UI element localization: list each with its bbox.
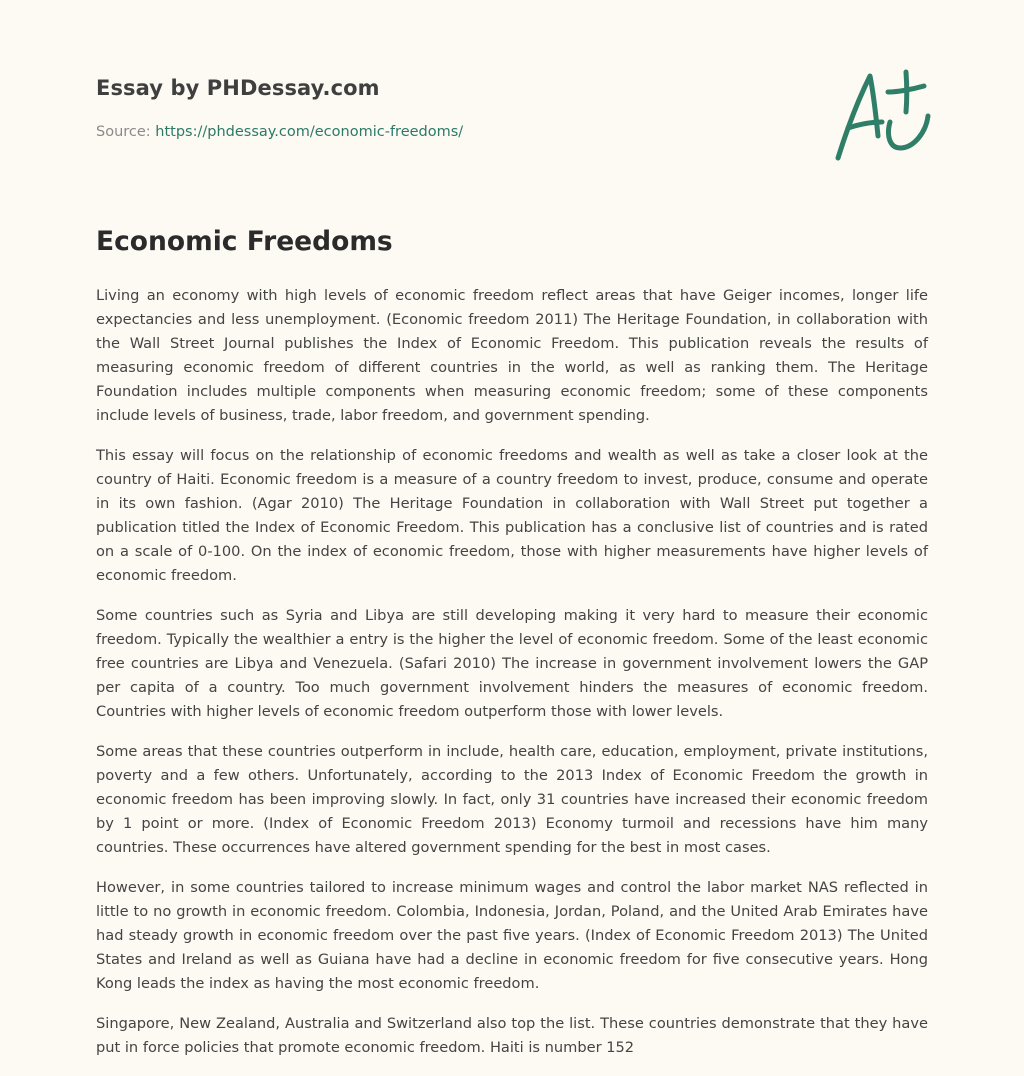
brand-title: Essay by PHDessay.com bbox=[96, 76, 380, 100]
essay-body bbox=[96, 284, 928, 1076]
source-link[interactable]: https://phdessay.com/economic-freedoms/ bbox=[155, 124, 464, 140]
page-header bbox=[96, 0, 928, 200]
essay-paragraph: This essay will focus on the relationship of economic freedoms and wealth as well as take a closer look at the country of Haiti. Economic freedom is a measure of a country freedom to invest, produce, consume and operate in its own fashion. (Agar 2010) The Heritage Foundation in collaboration with Wall Street put together a publication titled the Index of Economic Freedom. This publication has a conclusive list of countries and is rated on a scale of 0-100. On the index of economic freedom, those with higher measurements have higher levels of economic freedom. bbox=[96, 447, 928, 584]
essay-paragraph: Singapore, New Zealand, Australia and Switzerland also top the list. These countries demonstrate that they have put in force policies that promote economic freedom. Haiti is number 152 bbox=[96, 1015, 928, 1056]
source-line bbox=[96, 124, 463, 140]
essay-paragraph: Some countries such as Syria and Libya are still developing making it very hard to measure their economic freedom. Typically the wealthier a entry is the higher the level of economic freedom. Some of the least economic free countries are Libya and Venezuela. (Safari 2010) The increase in government involvement lowers the GAP per capita of a country. Too much government involvement hinders the measures of economic freedom. Countries with higher levels of economic freedom outperform those with lower levels. bbox=[96, 607, 928, 720]
essay-title: Economic Freedoms bbox=[96, 226, 393, 257]
essay-paragraph: Living an economy with high levels of economic freedom reflect areas that have Geiger incomes, longer life expectancies and less unemployment. (Economic freedom 2011) The Heritage Foundation, in collaboration with the Wall Street Journal publishes the Index of Economic Freedom. This publication reveals the results of measuring economic freedom of different countries in the world, as well as ranking them. The Heritage Foundation includes multiple components when measuring economic freedom; some of these components include levels of business, trade, labor freedom, and government spending. bbox=[96, 287, 928, 424]
a-plus-logo-icon bbox=[830, 66, 934, 166]
essay-paragraph: Some areas that these countries outperform in include, health care, education, employment, private institutions, poverty and a few others. Unfortunately, according to the 2013 Index of Economic Freedom the growth in economic freedom has been improving slowly. In fact, only 31 countries have increased their economic freedom by 1 point or more. (Index of Economic Freedom 2013) Economy turmoil and recessions have him many countries. These occurrences have altered government spending for the best in most cases. bbox=[96, 743, 928, 856]
source-label: Source: bbox=[96, 124, 156, 140]
essay-paragraph: However, in some countries tailored to increase minimum wages and control the labor market NAS reflected in little to no growth in economic freedom. Colombia, Indonesia, Jordan, Poland, and the United Arab Emirates have had steady growth in economic freedom over the past five years. (Index of Economic Freedom 2013) The United States and Ireland as well as Guiana have had a decline in economic freedom for five consecutive years. Hong Kong leads the index as having the most economic freedom. bbox=[96, 879, 928, 992]
